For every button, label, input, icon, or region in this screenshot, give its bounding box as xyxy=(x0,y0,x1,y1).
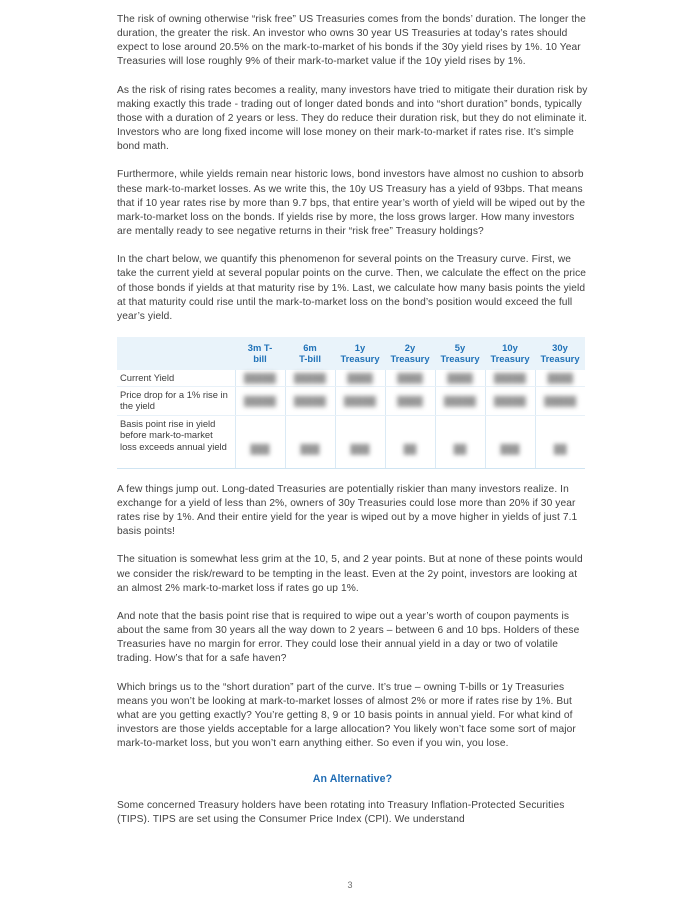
table-cell xyxy=(385,386,435,415)
redacted-value: █████ xyxy=(244,372,276,383)
table-cell xyxy=(285,386,335,415)
paragraph-6: The situation is somewhat less grim at the 10, 5, and 2 year points. But at none of these points would we consider the risk/reward to be tempting in the least. Even at the 2y point, investors are looking at an almost 2% mark-to-market loss if rates go up 1%. xyxy=(117,554,583,594)
redacted-value: ███ xyxy=(300,443,320,454)
redacted-value: █████ xyxy=(244,395,276,406)
section-heading-an-alternative: An Alternative? xyxy=(312,773,393,786)
column-header-line-1: 3m T- xyxy=(247,341,273,353)
column-header-line-1: 6m xyxy=(303,341,317,353)
table-cell xyxy=(535,415,585,468)
column-header-5y-treasury xyxy=(435,337,485,370)
paragraph-3: Furthermore, while yields remain near historic lows, bond investors have almost no cushion to absorb these mark-to-market losses. As we write this, the 10y US Treasury has a yield of 93bps. That means that if 10 year rates rise by more than 9.7 bps, that entire year’s worth of yield will be wiped out by the mark-to-market loss on the bonds. If yields rise by more, the loss grows larger. How many investors are mentally ready to see negative returns in their “risk free” Treasury holdings? xyxy=(117,169,586,238)
table-cell xyxy=(435,386,485,415)
table-header-row xyxy=(117,337,585,370)
redacted-value: ██ xyxy=(553,443,567,454)
redacted-value: █████ xyxy=(494,395,526,406)
row-label-current-yield: Current Yield xyxy=(117,370,235,387)
redacted-value: █████ xyxy=(344,395,376,406)
redacted-value: ███ xyxy=(250,443,270,454)
column-header-30y-treasury xyxy=(535,337,585,370)
column-header-line-1: 10y xyxy=(502,341,518,353)
column-header-1y-treasury xyxy=(335,337,385,370)
table-cell xyxy=(485,370,535,387)
column-header-10y-treasury xyxy=(485,337,535,370)
table-cell xyxy=(285,415,335,468)
row-label-price-drop: Price drop for a 1% rise in the yield xyxy=(117,386,235,415)
redacted-value: ██ xyxy=(453,443,467,454)
column-header-line-1: 2y xyxy=(404,341,416,353)
column-header-line-1: 5y xyxy=(454,341,466,353)
column-header-line-2: Treasury xyxy=(340,353,380,365)
redacted-value: ████ xyxy=(547,372,573,383)
table-cell xyxy=(235,370,285,387)
table-cell xyxy=(535,370,585,387)
redacted-value: █████ xyxy=(544,395,577,406)
table-cell xyxy=(335,415,385,468)
table-row xyxy=(117,370,585,387)
table-row xyxy=(117,415,585,468)
table-cell xyxy=(485,386,535,415)
column-header-line-2: Treasury xyxy=(490,353,530,365)
table-cell xyxy=(485,415,535,468)
column-header-line-2: Treasury xyxy=(440,353,480,365)
paragraph-7: And note that the basis point rise that is required to wipe out a year’s worth of coupon payments is about the same from 30 years all the way down to 2 years – between 6 and 10 bps. Holders of these Treasuries have no margin for error. They could lose their annual yield in a day or two of volatile trading. How’s that for a safe haven? xyxy=(117,610,580,665)
table-cell xyxy=(435,415,485,468)
table-cell xyxy=(235,386,285,415)
table-cell xyxy=(435,370,485,387)
column-header-line-2: Treasury xyxy=(540,353,580,365)
treasury-risk-table-wrapper xyxy=(117,337,588,469)
table-cell xyxy=(235,415,285,468)
column-header-line-2: bill xyxy=(253,353,267,365)
table-cell xyxy=(385,415,435,468)
column-header-line-2: Treasury xyxy=(390,353,430,365)
redacted-value: █████ xyxy=(494,372,526,383)
table-cell xyxy=(535,386,585,415)
page-number: 3 xyxy=(347,880,353,890)
redacted-value: ████ xyxy=(397,372,423,383)
column-header-line-1: 30y xyxy=(552,341,568,353)
column-header-line-1: 1y xyxy=(354,341,366,353)
column-header-line-2: T-bill xyxy=(299,353,321,365)
paragraph-4: In the chart below, we quantify this phenomenon for several points on the Treasury curve. First, we take the current yield at several popular points on the curve. Then, we calculate the effect on the price of those bonds if yields at that maturity rise by 1%. Last, we calculate how many basis points the yield at that maturity could rise until the mark-to-market loss on the bond’s position would exceed the full year’s yield. xyxy=(117,254,587,322)
table-cell xyxy=(385,370,435,387)
redacted-value: ███ xyxy=(500,443,520,454)
paragraph-8: Which brings us to the “short duration” part of the curve. It’s true – owning T-bills or 1y Treasuries means you won’t be looking at mark-to-market losses of almost 2% or more if rates rise by 1%. But what are you getting exactly? You’re getting 8, 9 or 10 basis points in annual yield. For what kind of investors are those yields acceptable for a large allocation? You likely won’t face some sort of major mark-to-market loss, but you won’t earn anything either. So even if you win, you lose. xyxy=(117,681,576,750)
column-header-2y-treasury xyxy=(385,337,435,370)
row-label-basis-point-rise: Basis point rise in yield before mark-to-market loss exceeds annual yield xyxy=(117,415,235,468)
table-corner-cell xyxy=(117,337,235,370)
table-cell xyxy=(335,370,385,387)
redacted-value: ████ xyxy=(347,372,373,383)
treasury-risk-table xyxy=(117,337,585,469)
redacted-value: █████ xyxy=(444,395,476,406)
table-cell xyxy=(335,386,385,415)
redacted-value: ████ xyxy=(447,372,473,383)
redacted-value: ███ xyxy=(350,443,370,454)
table-row xyxy=(117,386,585,415)
paragraph-2: As the risk of rising rates becomes a reality, many investors have tried to mitigate their duration risk by making exactly this trade - trading out of longer dated bonds and into “short duration” bonds, typically those with a duration of 2 years or less. They do reduce their duration risk, but they do not eliminate it. Investors who are long fixed income will lose money on their mark-to-market if rates rise. It’s simple bond math. xyxy=(117,84,588,153)
paragraph-9: Some concerned Treasury holders have been rotating into Treasury Inflation-Protected Securities (TIPS). TIPS are set using the Consumer Price Index (CPI). We understand xyxy=(117,800,565,826)
redacted-value: ████ xyxy=(397,395,423,406)
redacted-value: ██ xyxy=(403,443,417,454)
paragraph-5: A few things jump out. Long-dated Treasuries are potentially riskier than many investors realize. In exchange for a yield of less than 2%, owners of 30y Treasuries could lose more than 20% if 30 year rates rise by 1%. And their entire yield for the year is wiped out by a move higher in yields of just 7.1 basis points! xyxy=(117,483,578,538)
column-header-3m-tbill xyxy=(235,337,285,370)
column-header-6m-tbill xyxy=(285,337,335,370)
paragraph-1: The risk of owning otherwise “risk free” US Treasuries comes from the bonds’ duration. The longer the duration, the greater the risk. An investor who owns 30 year US Treasuries at today’s rates should expect to lose around 20.5% on the mark-to-market of his bonds if the 30y yield rises by 1%. 10 Year Treasuries will lose roughly 9% of their mark-to-market value if the 10y yield rises by 1%. xyxy=(117,14,586,68)
redacted-value: █████ xyxy=(294,395,326,406)
redacted-value: █████ xyxy=(294,372,326,383)
table-cell xyxy=(285,370,335,387)
